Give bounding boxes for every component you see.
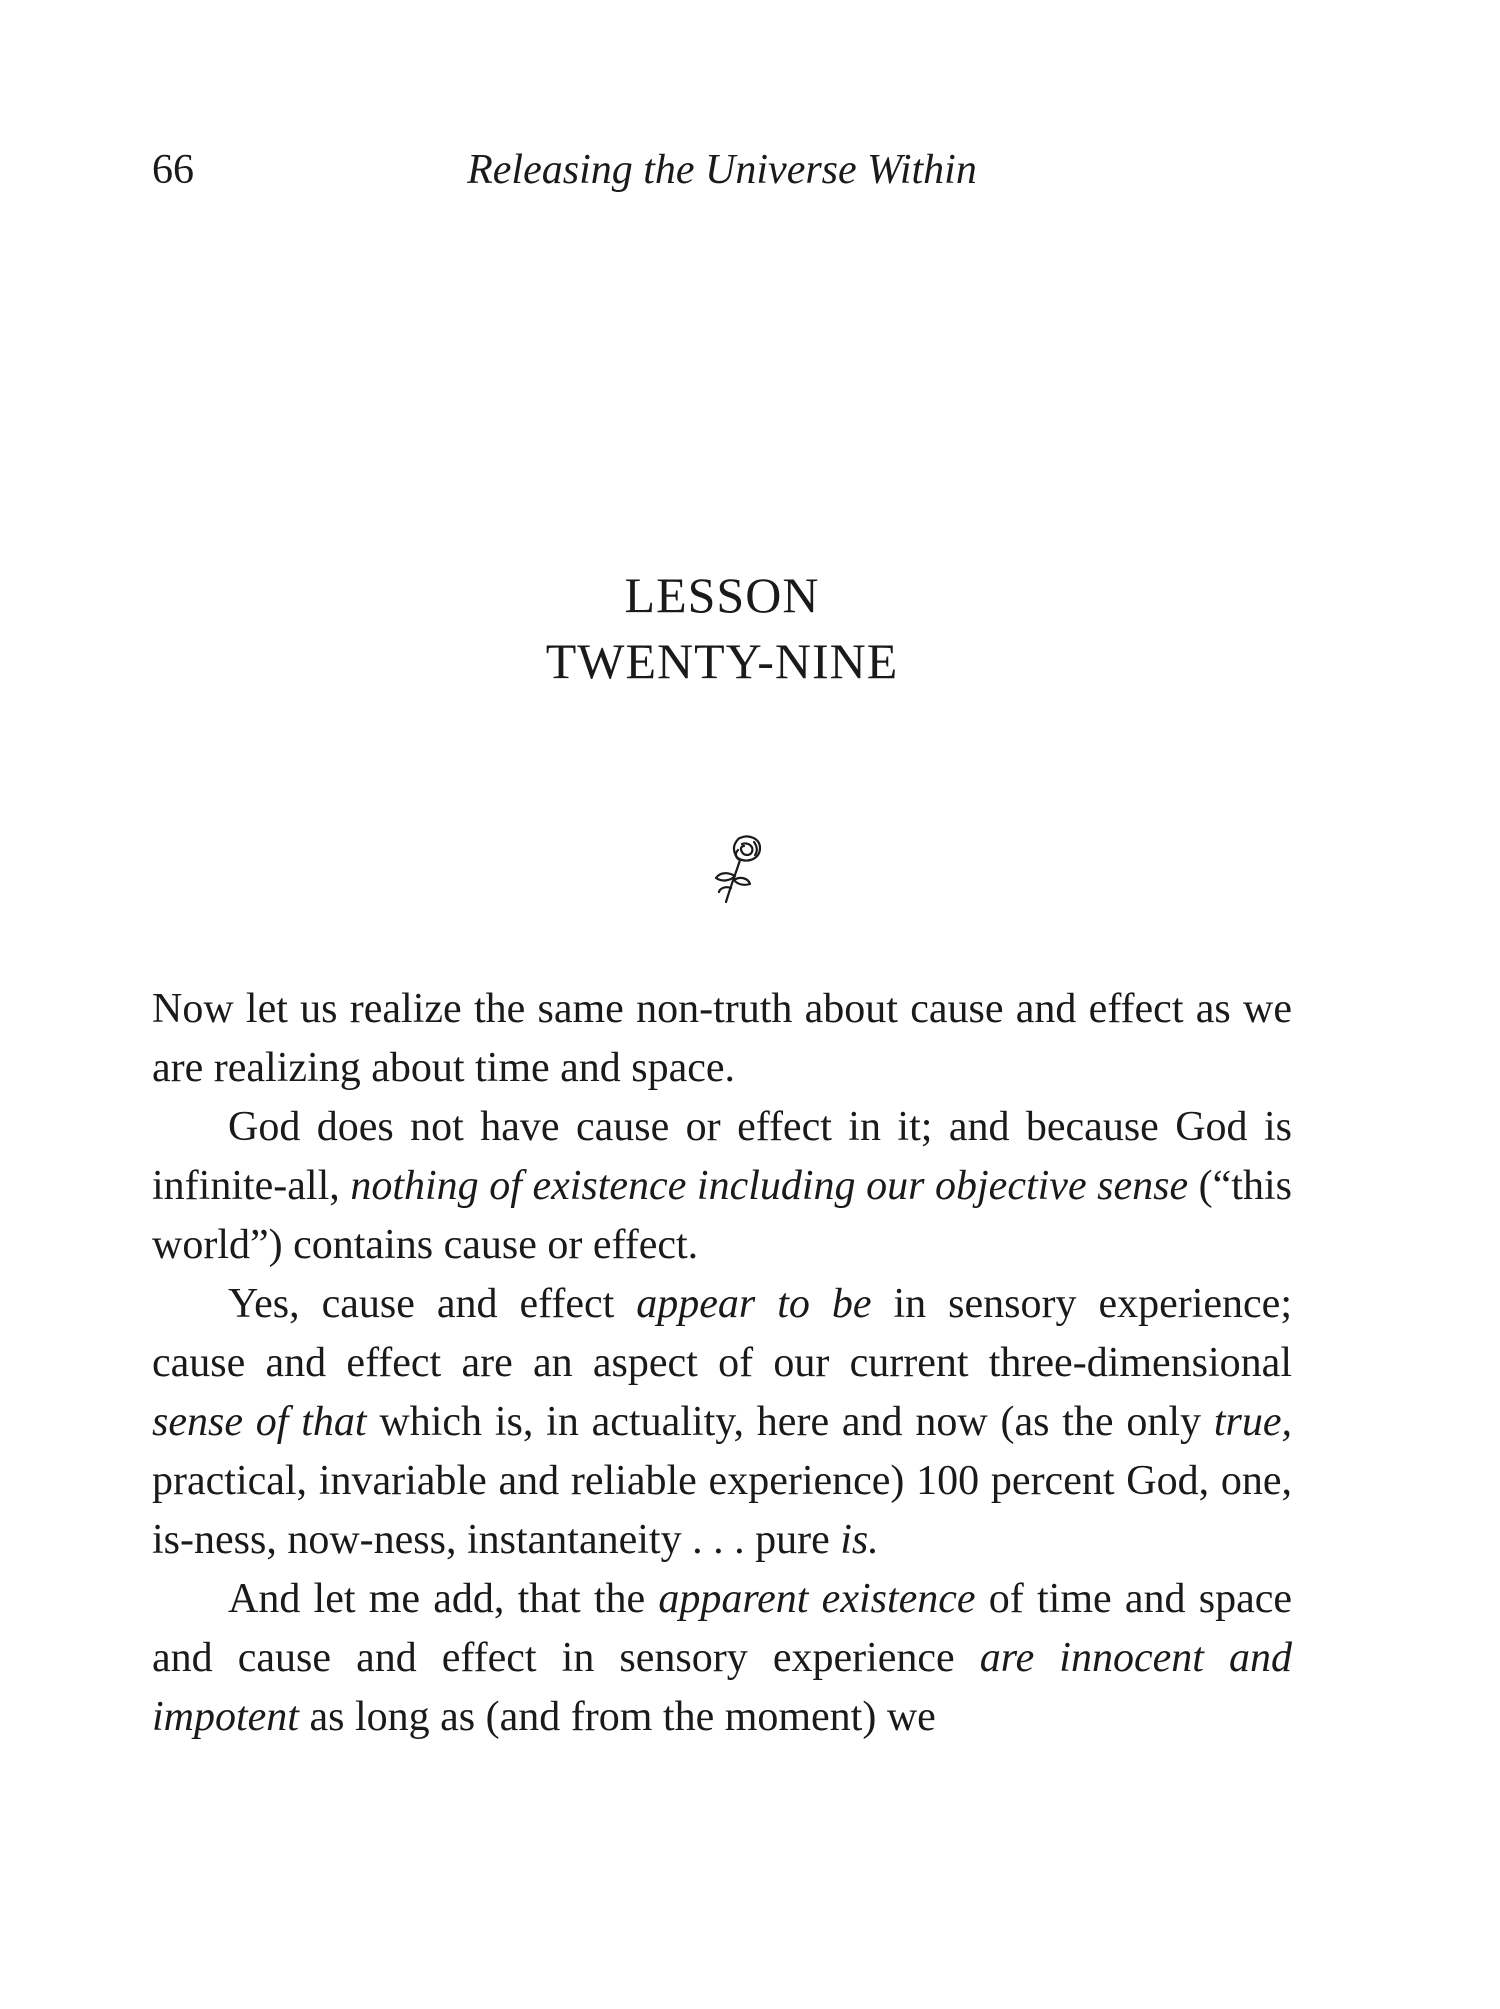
- paragraph-3-text-a: Yes, cause and effect: [228, 1281, 637, 1327]
- body-text: [152, 980, 1292, 1747]
- paragraph-3: [152, 1275, 1292, 1570]
- paragraph-3-italic-c: true,: [1213, 1399, 1292, 1445]
- paragraph-4-italic-a: apparent existence: [658, 1576, 976, 1622]
- paragraph-4-text-b: of time and space and cause and effect in sensory experience: [152, 1576, 1292, 1681]
- paragraph-3-text-b: in sensory experience; cause and effect are an aspect of our current three-dimensional: [152, 1281, 1292, 1386]
- paragraph-4-text-c: as long as (and from the moment) we: [298, 1694, 936, 1740]
- running-head: [152, 140, 1292, 200]
- lesson-heading-line-2: TWENTY-NINE: [545, 633, 899, 689]
- paragraph-3-italic-b: sense of that: [152, 1399, 367, 1445]
- lesson-heading-line-1: LESSON: [624, 567, 820, 623]
- book-title: Releasing the Universe Within: [467, 147, 977, 193]
- paragraph-3-italic-a: appear to be: [636, 1281, 872, 1327]
- paragraph-3-italic-d: is.: [840, 1517, 879, 1563]
- paragraph-4-text-a: And let me add, that the: [228, 1576, 659, 1622]
- paragraph-3-text-c: which is, in actuality, here and now (as the only: [366, 1399, 1214, 1445]
- paragraph-1-text: Now let us realize the same non-truth about cause and effect as we are realizing about time and space.: [152, 986, 1292, 1091]
- paragraph-2-italic-a: nothing of existence including our objective sense: [350, 1163, 1189, 1209]
- paragraph-2-text-b: (“this world”) contains cause or effect.: [152, 1163, 1292, 1268]
- page-number: 66: [152, 147, 194, 193]
- paragraph-1: [152, 980, 1292, 1098]
- paragraph-3-text-d: practical, invariable and reliable experience) 100 percent God, one, is-ness, now-ness, instantaneity . . . pure: [152, 1458, 1292, 1563]
- paragraph-2-text-a: God does not have cause or effect in it; and because God is infinite-all,: [152, 1104, 1292, 1209]
- rose-icon: [710, 832, 766, 904]
- paragraph-4-italic-b: are innocent and impotent: [152, 1635, 1292, 1740]
- paragraph-4: [152, 1570, 1292, 1747]
- lesson-heading: [152, 562, 1292, 694]
- paragraph-2: [152, 1098, 1292, 1275]
